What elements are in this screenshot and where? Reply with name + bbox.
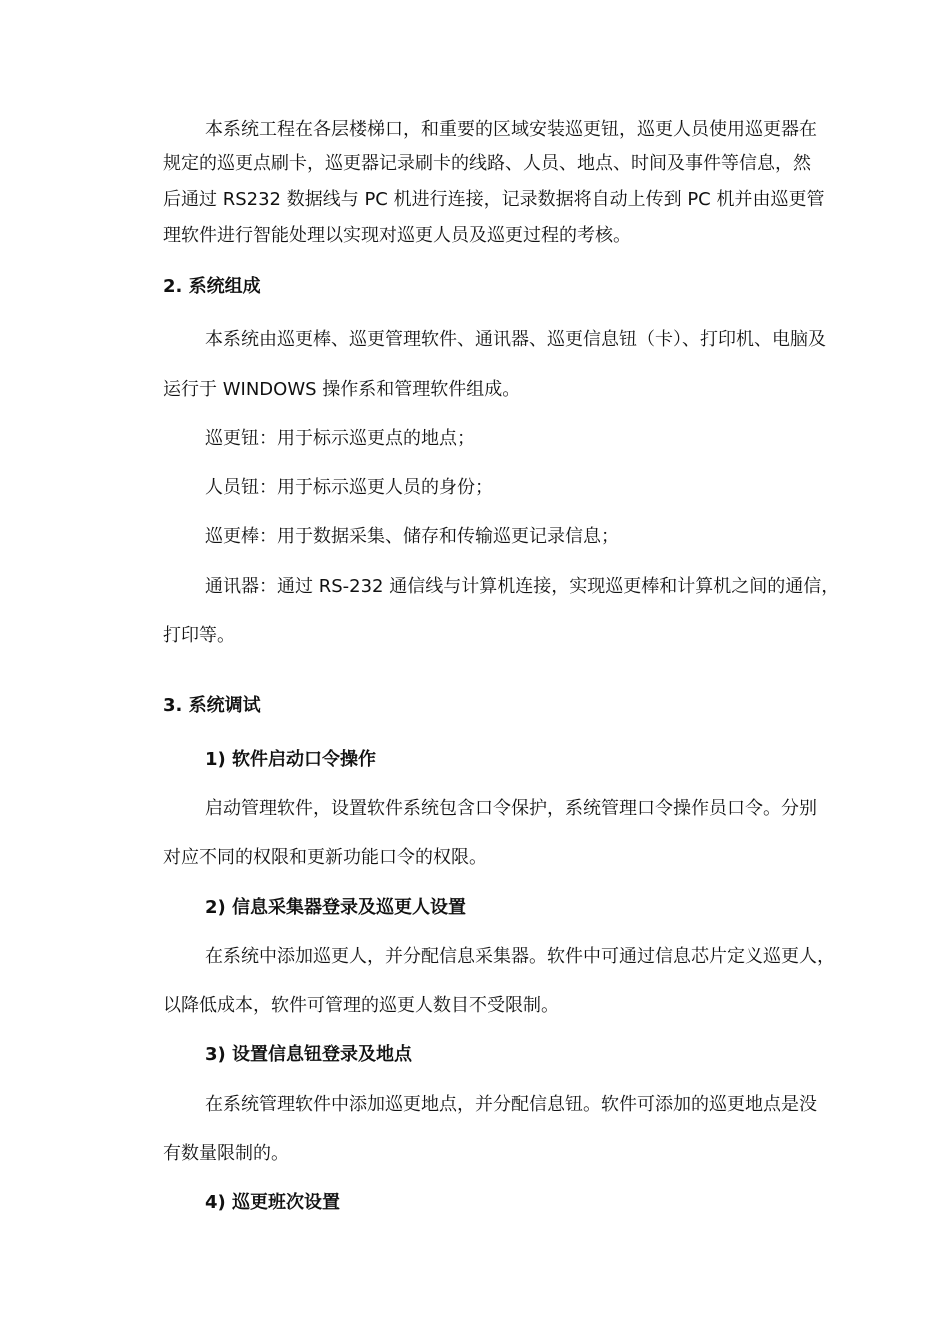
communicator-definition-line-1: 通讯器：通过 RS-232 通信线与计算机连接，实现巡更棒和计算机之间的通信， (205, 576, 840, 597)
patrol-stick-definition: 巡更棒：用于数据采集、储存和传输巡更记录信息； (205, 526, 619, 547)
intro-paragraph-line-3: 后通过 RS232 数据线与 PC 机进行连接，记录数据将自动上传到 PC 机并由巡更管 (163, 189, 825, 210)
subheading-collector-login: 2) 信息采集器登录及巡更人设置 (205, 897, 467, 918)
composition-paragraph-line-1: 本系统由巡更棒、巡更管理软件、通讯器、巡更信息钮（卡）、打印机、电脑及 (205, 329, 826, 350)
personnel-button-definition: 人员钮：用于标示巡更人员的身份； (205, 477, 493, 498)
subheading-info-button-login: 3) 设置信息钮登录及地点 (205, 1044, 413, 1065)
communicator-definition-line-2: 打印等。 (163, 625, 235, 646)
subheading-software-password: 1) 软件启动口令操作 (205, 749, 377, 770)
composition-paragraph-line-2: 运行于 WINDOWS 操作系和管理软件组成。 (163, 379, 521, 400)
info-button-paragraph-line-2: 有数量限制的。 (163, 1143, 289, 1164)
software-password-paragraph-line-2: 对应不同的权限和更新功能口令的权限。 (163, 847, 487, 868)
patrol-button-definition: 巡更钮：用于标示巡更点的地点； (205, 428, 475, 449)
subheading-patrol-shift-setup: 4) 巡更班次设置 (205, 1192, 341, 1213)
section-heading-system-composition: 2. 系统组成 (163, 276, 261, 297)
section-heading-system-debugging: 3. 系统调试 (163, 695, 261, 716)
intro-paragraph-line-4: 理软件进行智能处理以实现对巡更人员及巡更过程的考核。 (163, 225, 631, 246)
intro-paragraph-line-1: 本系统工程在各层楼梯口，和重要的区域安装巡更钮，巡更人员使用巡更器在 (205, 119, 817, 140)
collector-paragraph-line-2: 以降低成本，软件可管理的巡更人数目不受限制。 (163, 995, 559, 1016)
collector-paragraph-line-1: 在系统中添加巡更人，并分配信息采集器。软件中可通过信息芯片定义巡更人， (205, 946, 835, 967)
intro-paragraph-line-2: 规定的巡更点刷卡，巡更器记录刷卡的线路、人员、地点、时间及事件等信息，然 (163, 153, 811, 174)
software-password-paragraph-line-1: 启动管理软件，设置软件系统包含口令保护，系统管理口令操作员口令。分别 (205, 798, 817, 819)
info-button-paragraph-line-1: 在系统管理软件中添加巡更地点，并分配信息钮。软件可添加的巡更地点是没 (205, 1094, 817, 1115)
